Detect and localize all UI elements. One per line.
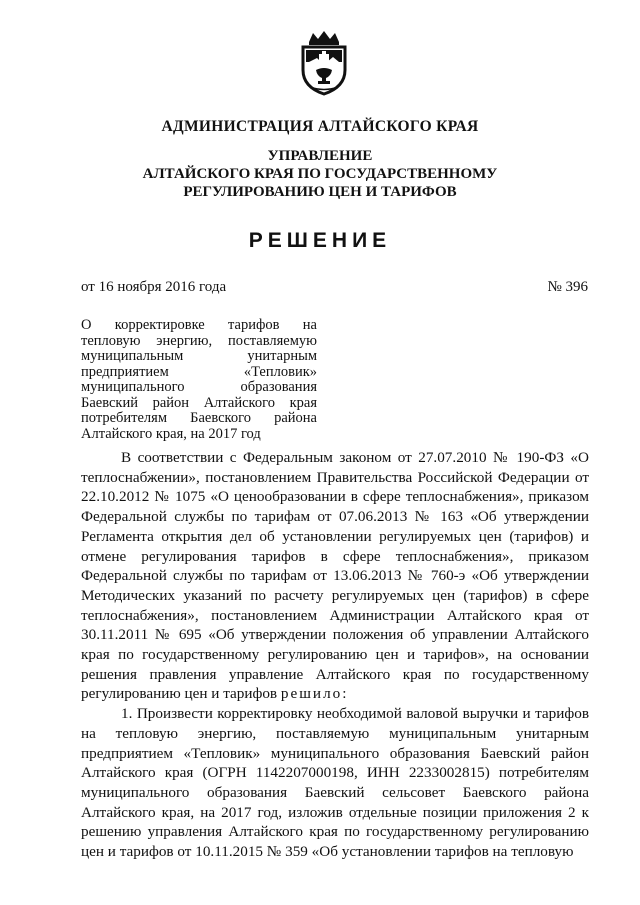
- paragraph-text: В соответствии с Федеральным законом от 27.07.2010 № 190-ФЗ «О теплоснабжении», постановлением Правительства Российской Федерации от 22.10.2012 № 1075 «О ценообразовании в сфере теплоснабжения», приказом Федеральной службы по тарифам от 07.06.2013 № 163 «Об утверждении Регламента открытия дел об установлении регулируемых цен (тарифов) и отмене регулирования тарифов в сфере теплоснабжения», приказом Федеральной службы по тарифам от 13.06.2013 № 760-э «Об утверждении Методических указаний по расчету регулируемых цен (тарифов) в сфере теплоснабжения», постановлением Администрации Алтайского края от 30.11.2011 № 695 «Об утверждении положения об управлении Алтайского края по государственному регулированию цен и тарифов», на основании решения правления управление Алтайского края по государственному регулированию цен и тарифов: [81, 449, 589, 703]
- department-line: РЕГУЛИРОВАНИЮ ЦЕН И ТАРИФОВ: [183, 184, 457, 200]
- department-name: [0, 147, 640, 201]
- document-type: РЕШЕНИЕ: [248, 229, 392, 252]
- paragraph-end: :: [342, 685, 347, 703]
- document-subject: О корректировке тарифов на тепловую энергию, поставляемую муниципальным унитарным предприятием «Тепловик» муниципального образования Баевский район Алтайского края потребителям Баевского района Алтайского края, на 2017 год: [81, 317, 317, 442]
- department-line: УПРАВЛЕНИЕ: [267, 148, 373, 164]
- decision-word: решило: [280, 685, 343, 703]
- organization-name: АДМИНИСТРАЦИЯ АЛТАЙСКОГО КРАЯ: [161, 118, 479, 135]
- document-date: от 16 ноября 2016 года: [81, 279, 227, 295]
- coat-of-arms-icon: [297, 30, 351, 96]
- document-number: № 396: [547, 279, 588, 295]
- body-paragraph: 1. Произвести корректировку необходимой валовой выручки и тарифов на тепловую энергию, поставляемую муниципальным унитарным предприятием «Тепловик» муниципального образования Баевский район Алтайского края (ОГРН 1142207000198, ИНН 2233002815) потребителям муниципального образования Баевский сельсовет Баевского района Алтайского края, на 2017 год, изложив отдельные позиции приложения 2 к решению управления Алтайского края по государственному регулированию цен и тарифов от 10.11.2015 № 359 «Об установлении тарифов на тепловую: [81, 705, 589, 861]
- department-line: АЛТАЙСКОГО КРАЯ ПО ГОСУДАРСТВЕННОМУ: [142, 166, 498, 182]
- body-paragraph: [81, 448, 589, 704]
- document-body: [81, 448, 589, 862]
